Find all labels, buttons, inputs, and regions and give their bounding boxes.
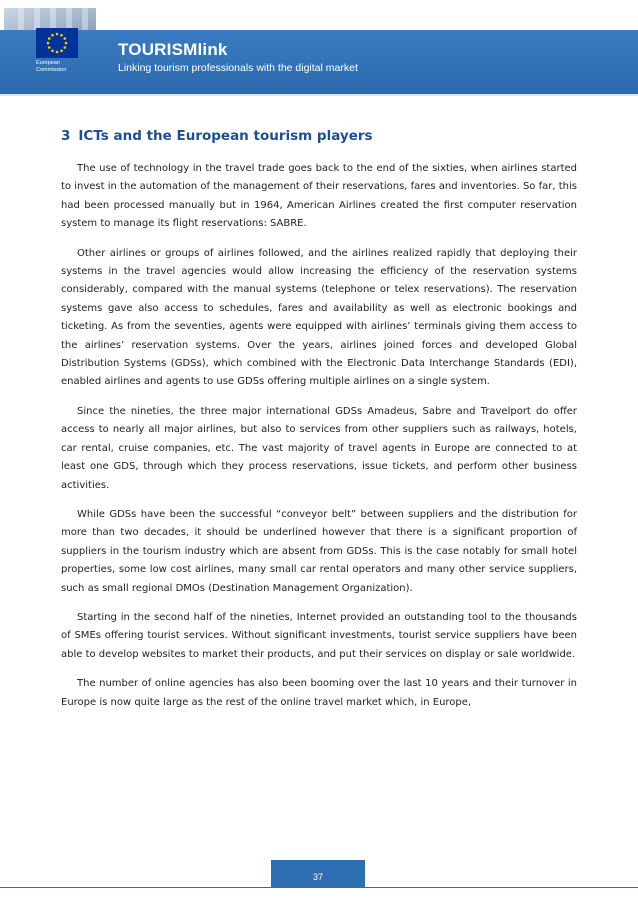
eu-flag-icon [36,28,78,58]
paragraph: The use of technology in the travel trade goes back to the end of the sixties, when airlines started to invest in the automation of the management of their reservations, fares and inventories. So far, this had been processed manually but in 1964, American Airlines created the first computer reservation system to manage its flight reservations: SABRE. [61,163,577,230]
logo-org-line2: Commission [36,66,67,73]
footer-rule [0,887,638,888]
european-commission-logo [36,28,96,90]
brand-title: TOURISMlink [118,40,228,59]
logo-org-line1: European [36,60,60,66]
paragraph: While GDSs have been the successful “conveyor belt” between suppliers and the distribution for more than two decades, it should be underlined however that there is a significant proportion of suppliers in the tourism industry which are absent from GDSs. This is the case notably for small hotel properties, some low cost airlines, many small car rental operators and many other service suppliers, such as small regional DMOs (Destination Management Organization). [61,508,577,594]
page-number-tab [271,860,365,888]
paragraph: Since the nineties, the three major international GDSs Amadeus, Sabre and Travelport do offer access to nearly all major airlines, but also to services from other suppliers such as railways, hotels, car rental, cruise companies, etc. The vast majority of travel agents in Europe are connected to at least one GDS, through which they process reservations, issue tickets, and perform other business activities. [61,405,577,491]
header-divider [0,94,638,96]
section-number: 3 [61,128,71,144]
logo-org-name [36,60,96,73]
eu-stars-icon [36,28,78,58]
page-number: 37 [312,872,323,882]
paragraph: The number of online agencies has also been booming over the last 10 years and their turnover in Europe is now quite large as the rest of the online travel market which, in Europe, [61,678,577,708]
section-title: ICTs and the European tourism players [78,128,373,144]
brand-tagline: Linking tourism professionals with the digital market [118,62,358,74]
paragraph: Starting in the second half of the nineties, Internet provided an outstanding tool to the thousands of SMEs offering tourist services. Without significant investments, tourist service suppliers have been able to develop websites to market their products, and put their services on display or sale worldwide. [61,611,577,660]
page-body [61,128,577,723]
page-header [0,0,638,96]
paragraph: Other airlines or groups of airlines followed, and the airlines realized rapidly that deploying their systems in the travel agencies would allow increasing the efficiency of the reservation systems considerably, compared with the manual systems (telephone or telex reservations). The reservation systems gave also access to schedules, fares and availability as well as electronic bookings and ticketing. As from the seventies, agents were equipped with airlines’ terminals giving them access to the airlines’ reservation systems. Over the years, airlines joined forces and developed Global Distribution Systems (GDSs), which combined with the Electronic Data Interchange Standards (EDI), enabled airlines and agents to use GDSs offering multiple airlines on a single system. [61,247,577,388]
section-heading [61,128,577,144]
